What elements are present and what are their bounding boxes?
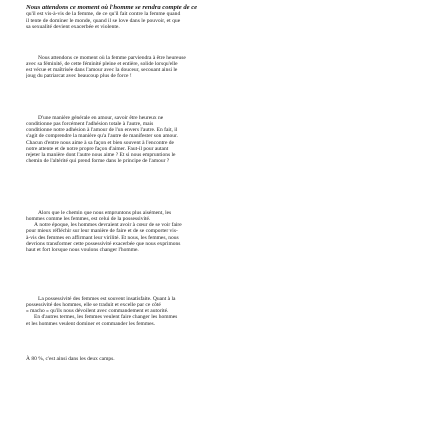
paragraph-line: À notre époque, les hommes devraient avoir à cœur de se voir faire (34, 222, 182, 229)
paragraph-line: conditionne pas forcément l'adhésion totale à l'autre, mais (26, 121, 154, 128)
paragraph-line: avec sa féminité, de cette féminité pleine et entière, solide lorsqu'elle (26, 61, 178, 68)
paragraph-line: s'agit de comprendre la manière qu'a l'autre de manifester son amour. (26, 133, 178, 140)
paragraph-line: devrions transformer cette possessivité exacerbée que nous exprimons (26, 240, 181, 247)
paragraph-line: haut et fort lorsque nous voulons changer l'homme. (26, 246, 139, 253)
intro-line: il tente de dominer le monde, quand il se love dans le pouvoir, et que (26, 17, 181, 24)
paragraph-line: « macho » qu'ils nous dévoilent avec commandement et autorité. (26, 308, 169, 315)
intro-line: Nous attendons ce moment où l'homme se rendra compte de ce (26, 4, 198, 11)
paragraph-line: hommes comme les femmes, est celui de la possessivité. (26, 216, 151, 223)
paragraph-2 (26, 115, 240, 164)
paragraph-line: notre attente et de notre propre façon d'aimer. Faut-il pour autant (26, 145, 169, 152)
paragraph-line: Chacun d'entre nous aime à sa façon et bien souvent à l'encontre de (26, 139, 174, 146)
closing-line: À 80 %, c'est ainsi dans les deux camps. (26, 356, 115, 362)
paragraph-line: Nous attendons ce moment où la femme parviendra à être heureuse (38, 55, 186, 61)
paragraph-line: et les hommes veulent dominer et commander les femmes. (26, 320, 156, 327)
paragraph-line: est vécue et maîtrisée dans l'amour avec la douceur, secouant ainsi le (26, 67, 178, 74)
paragraph-1 (26, 55, 240, 80)
intro-paragraph (26, 4, 426, 30)
paragraph-4 (26, 296, 240, 327)
paragraph-3 (26, 210, 240, 253)
paragraph-line: La possessivité des femmes est souvent insatisfaite. Quant à la (38, 296, 176, 302)
paragraph-line: conditionne notre adhésion à l'amour de l'un envers l'autre. En fait, il (26, 127, 178, 134)
paragraph-line: chemin de l'altérité qui prend forme dans le principe de l'amour ? (26, 158, 170, 165)
paragraph-line: possessivité des hommes, elle se traduit et excelle par ce côté (26, 302, 161, 309)
paragraph-line: D'une manière générale en amour, savoir être heureux ne (38, 115, 164, 121)
paragraph-line: joug du patriarcat avec beaucoup plus de force ! (26, 73, 132, 80)
intro-line: sa sexualité devient exacerbée et violente. (26, 24, 120, 31)
paragraph-line: Alors que le chemin que nous empruntons plus aisément, les (38, 210, 172, 216)
paragraph-line: En d'autres termes, les femmes veulent faire changer les hommes (34, 314, 178, 321)
intro-line: qu'il est vis-à-vis de la femme, de ce qu'il fait contre la femme quand (26, 11, 181, 18)
paragraph-line: pour mieux réfléchir sur leur manière de faire et de se comporter vis- (26, 228, 178, 235)
paragraph-line: rejeter la manière dont l'autre nous aime ? Et si nous empruntions le (26, 151, 176, 158)
paragraph-line: à-vis des femmes en affirmant leur virilité. Et nous, les femmes, nous (26, 234, 179, 241)
